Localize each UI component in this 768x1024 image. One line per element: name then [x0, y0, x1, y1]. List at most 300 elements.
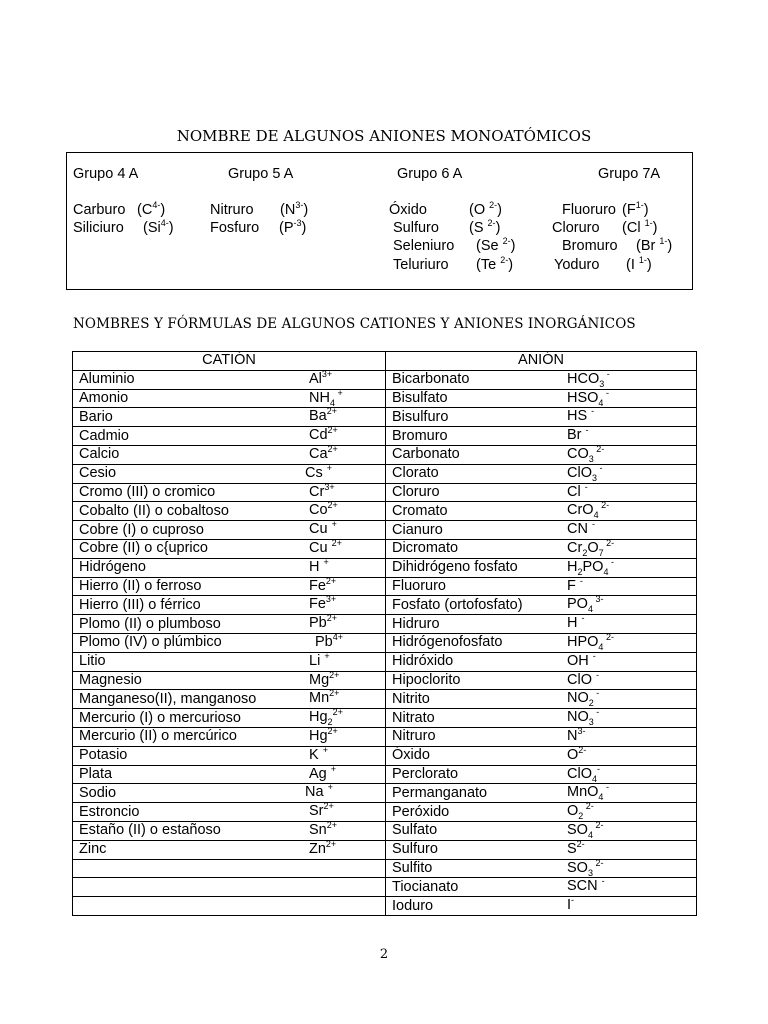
anion-formula: [567, 427, 589, 444]
anion-cell: [386, 878, 697, 897]
cation-cell: [73, 370, 386, 389]
group-anion-g6: [389, 202, 427, 218]
table-row: [73, 596, 697, 615]
anion-formula: [567, 521, 595, 538]
symbol: HCO: [567, 370, 600, 387]
anion-formula: [567, 540, 614, 557]
cation-name: Potasio: [79, 747, 128, 764]
anion-name: Siliciuro: [73, 220, 124, 236]
cation-cell: [73, 615, 386, 634]
group-anion-g7: [554, 257, 599, 273]
anion-formula: [567, 462, 603, 483]
anion-cell: [386, 596, 697, 615]
charge: +: [323, 556, 329, 567]
cation-cell: [73, 408, 386, 427]
charge: 3+: [324, 481, 335, 492]
cation-cell: [73, 859, 386, 878]
symbol: Sn: [309, 821, 327, 838]
anion-formula: [567, 838, 585, 858]
subscript: 2: [327, 717, 333, 728]
subscript: 4: [598, 641, 604, 652]
symbol: Na: [305, 784, 328, 801]
cation-cell: [73, 878, 386, 897]
anion-cell: [386, 558, 697, 577]
symbol: Co: [309, 502, 328, 519]
charge: +: [322, 744, 328, 755]
symbol: NH: [309, 389, 330, 406]
table-row: [73, 690, 697, 709]
anion-name: Fosfato (ortofosfato): [392, 596, 523, 613]
cation-name: Calcio: [79, 446, 120, 463]
header-cation: CATIÓN: [73, 352, 386, 371]
subscript: 2: [577, 566, 583, 577]
symbol: F: [567, 577, 580, 594]
anion-symbol: $(P^{-3})$: [279, 218, 307, 236]
subscript: 4: [598, 397, 604, 408]
symbol: Hg: [309, 727, 328, 744]
symbol: OH: [567, 652, 593, 669]
cation-name: Plomo (IV) o plúmbico: [79, 634, 222, 651]
charge: 1-: [659, 236, 668, 247]
symbol: SO: [567, 821, 588, 838]
symbol: O: [567, 746, 579, 763]
cation-cell: [73, 539, 386, 558]
cation-cell: [73, 427, 386, 446]
group-anion-g6: [393, 238, 454, 254]
cation-name: Cromo (III) o cromico: [79, 483, 216, 500]
anion-name: Bromuro: [392, 427, 448, 444]
subscript: 4: [591, 773, 597, 784]
cation-formula: [309, 408, 337, 425]
table-row: [73, 558, 697, 577]
symbol: MnO: [567, 784, 599, 801]
section-title-ions: NOMBRES Y FÓRMULAS DE ALGUNOS CATIONES Y ANIONES INORGÁNICOS: [73, 316, 636, 332]
anion-formula: [567, 634, 614, 651]
table-row: [73, 765, 697, 784]
group-anion-g4: [73, 202, 125, 218]
symbol: H: [567, 615, 582, 632]
cation-name: Cobalto (II) o cobaltoso: [79, 502, 229, 519]
symbol: SCN: [567, 878, 602, 895]
cation-cell: [73, 784, 386, 803]
charge: 2+: [326, 613, 338, 624]
cation-name: Manganeso(II), manganoso: [79, 690, 257, 707]
symbol: O: [473, 202, 490, 218]
anion-name: Nitrato: [392, 709, 435, 726]
anion-name: Yoduro: [554, 257, 600, 273]
cation-name: Amonio: [79, 389, 129, 406]
cation-formula: [309, 540, 342, 557]
symbol: Cr: [309, 483, 325, 500]
anion-name: Cromato: [392, 502, 448, 519]
anion-name: Dicromato: [392, 540, 459, 557]
anion-name: Clorato: [392, 465, 439, 482]
subscript: 3: [588, 717, 594, 728]
cation-formula: [309, 744, 328, 764]
symbol: F: [626, 202, 636, 218]
symbol: Cu: [309, 521, 332, 538]
charge: 2-: [489, 200, 498, 211]
anion-cell: [386, 521, 697, 540]
anion-formula: [567, 368, 610, 389]
anion-cell: [386, 408, 697, 427]
cation-name: Cobre (II) o c{uprico: [79, 540, 208, 557]
cation-formula: [309, 650, 330, 670]
anion-formula: [567, 709, 599, 726]
anion-formula: [567, 728, 586, 745]
anion-name: Teluriuro: [393, 257, 449, 273]
cation-cell: [73, 765, 386, 784]
cation-name: Sodio: [79, 784, 117, 801]
group-header-5a: Grupo 5 A: [228, 166, 294, 182]
table-row: [73, 427, 697, 446]
symbol: Hg: [309, 709, 328, 726]
group-anion-g7: [562, 238, 618, 254]
anion-name: Bisulfuro: [392, 408, 449, 425]
cation-name: Zinc: [79, 841, 107, 858]
subscript: 3: [591, 472, 597, 483]
anion-formula: [567, 387, 609, 408]
anion-symbol: (I $^{1-}$): [626, 255, 652, 273]
cation-formula: [309, 446, 338, 463]
group-anion-g5: [210, 220, 259, 236]
anion-cell: [386, 427, 697, 446]
charge: 2+: [326, 820, 338, 831]
cation-cell: [73, 483, 386, 502]
anion-name: Fosfuro: [210, 220, 260, 236]
symbol: Sr: [309, 803, 324, 820]
anion-name: Óxido: [392, 747, 430, 764]
charge: 2+: [326, 406, 338, 417]
table-row: [73, 615, 697, 634]
charge: 1-: [638, 255, 647, 266]
table-row: [73, 502, 697, 521]
charge: 3-: [592, 594, 604, 605]
anion-name: Sulfito: [392, 859, 433, 876]
charge: 2-: [500, 255, 509, 266]
symbol: PO: [567, 596, 588, 613]
symbol: C: [141, 202, 153, 218]
charge: 3-: [295, 200, 304, 211]
symbol: HSO: [567, 389, 599, 406]
subscript: 4: [598, 792, 604, 803]
symbol: O: [567, 803, 579, 820]
charge: -: [597, 763, 600, 774]
cation-name: Bario: [79, 408, 113, 425]
cation-formula: [305, 462, 333, 482]
table-row: [73, 577, 697, 596]
symbol: Cd: [309, 427, 328, 444]
anion-cell: [386, 652, 697, 671]
cation-cell: [73, 821, 386, 840]
cation-cell: [73, 746, 386, 765]
symbol: S: [473, 220, 488, 236]
anion-formula: [567, 502, 609, 519]
cation-name: Hidrógeno: [79, 559, 146, 576]
table-row: [73, 652, 697, 671]
anion-name: Óxido: [389, 202, 427, 218]
charge: -: [591, 406, 595, 417]
table-row: [73, 483, 697, 502]
cation-formula: [309, 709, 343, 726]
cation-cell: [73, 521, 386, 540]
symbol: Si: [147, 220, 161, 236]
charge: 4+: [332, 632, 344, 643]
cation-formula: [309, 521, 337, 538]
cation-cell: [73, 502, 386, 521]
cation-formula: [305, 784, 333, 801]
group-anion-g7: [562, 202, 616, 218]
cation-cell: [73, 727, 386, 746]
subscript: 2: [582, 547, 588, 558]
anion-formula: [567, 408, 594, 425]
charge: -: [571, 895, 575, 906]
anion-cell: [386, 633, 697, 652]
subscript: 3: [599, 378, 605, 389]
charge: 2-: [598, 500, 610, 511]
cation-name: Hierro (II) o ferroso: [79, 577, 202, 594]
anion-symbol: $(F^{1-})$: [622, 200, 649, 218]
anion-symbol: $(C^{4-})$: [137, 200, 166, 218]
symbol: ClO: [567, 765, 592, 782]
symbol: HPO: [567, 633, 599, 650]
table-row: [73, 408, 697, 427]
anion-formula: [567, 596, 603, 613]
symbol: Ca: [309, 445, 328, 462]
cation-cell: [73, 633, 386, 652]
table-row: [73, 821, 697, 840]
anion-name: Carbonato: [392, 446, 460, 463]
charge: 2-: [593, 444, 605, 455]
anion-name: Permanganato: [392, 784, 488, 801]
charge: 2+: [325, 838, 337, 849]
subscript: 4: [329, 397, 335, 408]
anion-name: Carburo: [73, 202, 126, 218]
symbol: Se: [480, 238, 503, 254]
cation-cell: [73, 803, 386, 822]
anion-cell: [386, 784, 697, 803]
anion-cell: [386, 765, 697, 784]
charge: 2+: [327, 444, 338, 455]
anion-formula: [567, 744, 587, 764]
charge: 3+: [321, 368, 333, 379]
anion-name: Cloruro: [392, 483, 440, 500]
anion-name: Hidróxido: [392, 653, 454, 670]
table-row: [73, 897, 697, 916]
cation-cell: [73, 709, 386, 728]
charge: -: [596, 669, 599, 680]
cation-cell: [73, 897, 386, 916]
subscript: 4: [603, 566, 609, 577]
cation-name: Estaño (II) o estañoso: [79, 822, 221, 839]
anion-formula: [567, 897, 574, 914]
anion-name: Nitruro: [210, 202, 254, 218]
table-row: [73, 671, 697, 690]
anion-cell: [386, 502, 697, 521]
anion-formula: [567, 669, 599, 689]
anion-cell: [386, 389, 697, 408]
charge: 2-: [603, 538, 615, 549]
cation-name: Plata: [79, 765, 113, 782]
anion-formula: [567, 650, 596, 670]
cation-formula: [309, 615, 337, 632]
charge: -: [601, 876, 605, 887]
anion-cell: [386, 803, 697, 822]
charge: 2+: [331, 538, 342, 549]
symbol: ClO: [567, 671, 596, 688]
monoatomic-anions-box: [66, 152, 693, 290]
charge: +: [330, 763, 337, 774]
symbol: N: [284, 202, 296, 218]
table-row: [73, 878, 697, 897]
table-row: [73, 389, 697, 408]
cation-name: Aluminio: [79, 371, 135, 388]
table-header-row: [73, 352, 697, 371]
subscript: 2: [588, 698, 594, 709]
charge: -: [584, 481, 588, 492]
charge: 2-: [502, 236, 511, 247]
subscript: 4: [587, 604, 593, 615]
anion-cell: [386, 671, 697, 690]
anion-formula: [567, 446, 604, 463]
charge: +: [326, 462, 333, 473]
cation-cell: [73, 596, 386, 615]
section-title-monoatomic: NOMBRE DE ALGUNOS ANIONES MONOATÓMICOS: [176, 127, 592, 145]
charge: 2-: [576, 838, 585, 849]
symbol: Cr: [567, 539, 583, 556]
anion-formula: [567, 690, 599, 707]
table-row: [73, 633, 697, 652]
charge: 2-: [487, 218, 496, 229]
symbol: Cu: [309, 539, 332, 556]
symbol: S: [567, 840, 577, 857]
symbol: CrO: [567, 502, 594, 519]
anion-formula: [567, 556, 614, 577]
symbol: N: [567, 727, 578, 744]
cation-formula: [309, 803, 334, 820]
subscript: 3: [587, 867, 593, 878]
cation-formula: [309, 822, 337, 839]
charge: +: [331, 519, 337, 530]
anion-cell: [386, 445, 697, 464]
anion-symbol: (Se $^{2-}$): [476, 236, 516, 254]
symbol: Te: [480, 257, 501, 273]
anion-symbol: (O $^{2-}$): [469, 200, 503, 218]
charge: 2+: [327, 726, 338, 737]
symbol: NO: [567, 709, 589, 726]
charge: -: [592, 650, 596, 661]
cation-formula: [309, 556, 329, 576]
cation-formula: [309, 838, 337, 858]
symbol: I: [567, 897, 572, 914]
cation-formula: [309, 763, 337, 783]
anion-cell: [386, 897, 697, 916]
cation-formula: [315, 634, 343, 651]
anion-symbol: (Br $^{1-}$): [636, 236, 673, 254]
ions-table: [72, 351, 697, 916]
table-row: [73, 539, 697, 558]
symbol: H: [567, 558, 578, 575]
subscript: 4: [593, 510, 599, 521]
charge: 3+: [325, 594, 337, 605]
charge: 1-: [644, 218, 653, 229]
anion-name: Sulfuro: [392, 841, 438, 858]
cation-cell: [73, 690, 386, 709]
anion-formula: [567, 481, 588, 501]
anion-cell: [386, 727, 697, 746]
charge: +: [324, 650, 330, 661]
cation-formula: [309, 596, 336, 613]
symbol: NO: [567, 690, 589, 707]
anion-name: Seleniuro: [393, 238, 455, 254]
group-header-4a: Grupo 4 A: [73, 166, 139, 182]
charge: 2+: [329, 669, 340, 680]
symbol: CN: [567, 521, 592, 538]
anion-cell: [386, 539, 697, 558]
anion-cell: [386, 464, 697, 483]
cation-cell: [73, 558, 386, 577]
anion-formula: [567, 784, 609, 801]
anion-formula: [567, 803, 594, 820]
group-header-7a: Grupo 7A: [598, 166, 661, 182]
symbol: Ba: [309, 408, 327, 425]
charge: -: [597, 462, 603, 473]
cation-cell: [73, 389, 386, 408]
anion-cell: [386, 483, 697, 502]
cation-name: Hierro (III) o férrico: [79, 596, 201, 613]
subscript: 3: [588, 453, 594, 464]
anion-name: Bicarbonato: [392, 371, 470, 388]
anion-name: Nitrito: [392, 690, 430, 707]
charge: 2-: [603, 632, 614, 643]
charge: -: [604, 368, 610, 379]
symbol: Ag: [309, 765, 331, 782]
charge: 2+: [332, 707, 343, 718]
charge: -: [603, 387, 609, 398]
anion-symbol: (S $^{2-}$): [469, 218, 501, 236]
cation-cell: [73, 671, 386, 690]
cation-cell: [73, 464, 386, 483]
anion-name: Bromuro: [562, 238, 618, 254]
cation-formula: [309, 575, 337, 595]
anion-formula: [567, 857, 604, 878]
anion-name: Hidrógenofosfato: [392, 634, 503, 651]
anion-name: Sulfuro: [393, 220, 439, 236]
anion-cell: [386, 746, 697, 765]
cation-formula: [309, 481, 335, 501]
symbol: ClO: [567, 464, 592, 481]
anion-name: Peróxido: [392, 803, 450, 820]
symbol: Pb: [309, 615, 327, 632]
anion-name: Nitruro: [392, 728, 436, 745]
charge: -: [593, 707, 600, 718]
anion-name: Dihidrógeno fosfato: [392, 559, 518, 576]
symbol: PO: [582, 558, 604, 575]
charge: 2-: [592, 820, 604, 831]
symbol: Cl: [567, 483, 585, 500]
table-row: [73, 784, 697, 803]
cation-name: Litio: [79, 653, 106, 670]
anion-name: Tiocianato: [392, 878, 459, 895]
charge: 2+: [327, 425, 338, 436]
cation-formula: [309, 368, 333, 388]
charge: -: [591, 519, 595, 530]
anion-formula: [567, 615, 585, 632]
symbol: Li: [309, 652, 325, 669]
charge: 2+: [325, 575, 337, 586]
table-row: [73, 709, 697, 728]
table-row: [73, 727, 697, 746]
